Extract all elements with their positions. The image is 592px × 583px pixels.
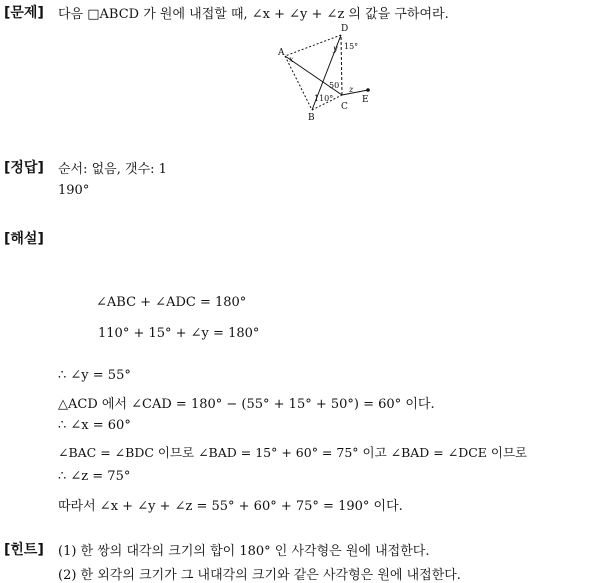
problem-text: 다음 □ABCD 가 원에 내접할 때, ∠x + ∠y + ∠z 의 값을 구하여라. [58, 7, 449, 22]
point-e [366, 88, 370, 92]
hint-label: [힌트] [4, 542, 44, 558]
problem-label: [문제] [4, 5, 44, 21]
answer-label: [정답] [4, 160, 44, 176]
explanation-eq-1: ∠ABC + ∠ADC = 180° [96, 295, 247, 310]
explanation-line-4: ∠BAC = ∠BDC 이므로 ∠BAD = 15° + 60° = 75° 이고 ∠BAD = ∠DCE 이므로 [58, 445, 528, 460]
angle-50-label: 50 [329, 81, 340, 90]
segment-cd [341, 35, 342, 95]
segment-ab [285, 56, 312, 110]
explanation-line-3: ∴ ∠x = 60° [58, 418, 131, 433]
label-a: A [278, 48, 285, 58]
angle-15-label: 15° [344, 42, 359, 51]
hint-line-1: (1) 한 쌍의 대각의 크기의 합이 180° 인 사각형은 원에 내접한다. [58, 544, 430, 559]
angle-y-label: y [333, 44, 338, 53]
label-c: C [341, 102, 348, 112]
hint-line-2: (2) 한 외각의 크기가 그 내대각의 크기와 같은 사각형은 원에 내접한다. [58, 568, 461, 583]
answer-value: 190° [58, 183, 90, 198]
explanation-line-5: ∴ ∠z = 75° [58, 469, 131, 484]
geometry-figure [272, 22, 382, 124]
explanation-label: [해설] [4, 231, 44, 247]
label-d: D [341, 24, 349, 34]
explanation-line-1: ∴ ∠y = 55° [58, 368, 131, 383]
explanation-eq-2: 110° + 15° + ∠y = 180° [98, 326, 260, 341]
explanation-line-2: △ACD 에서 ∠CAD = 180° − (55° + 15° + 50°) = 60° 이다. [58, 397, 435, 412]
angle-x-label: x [289, 55, 294, 64]
angle-110-label: 110° [314, 94, 334, 103]
label-e: E [362, 95, 369, 105]
label-b: B [308, 113, 315, 123]
answer-line-1: 순서: 없음, 갯수: 1 [58, 162, 167, 177]
angle-z-label: z [349, 85, 354, 94]
explanation-line-6: 따라서 ∠x + ∠y + ∠z = 55° + 60° + 75° = 190° 이다. [58, 499, 403, 514]
